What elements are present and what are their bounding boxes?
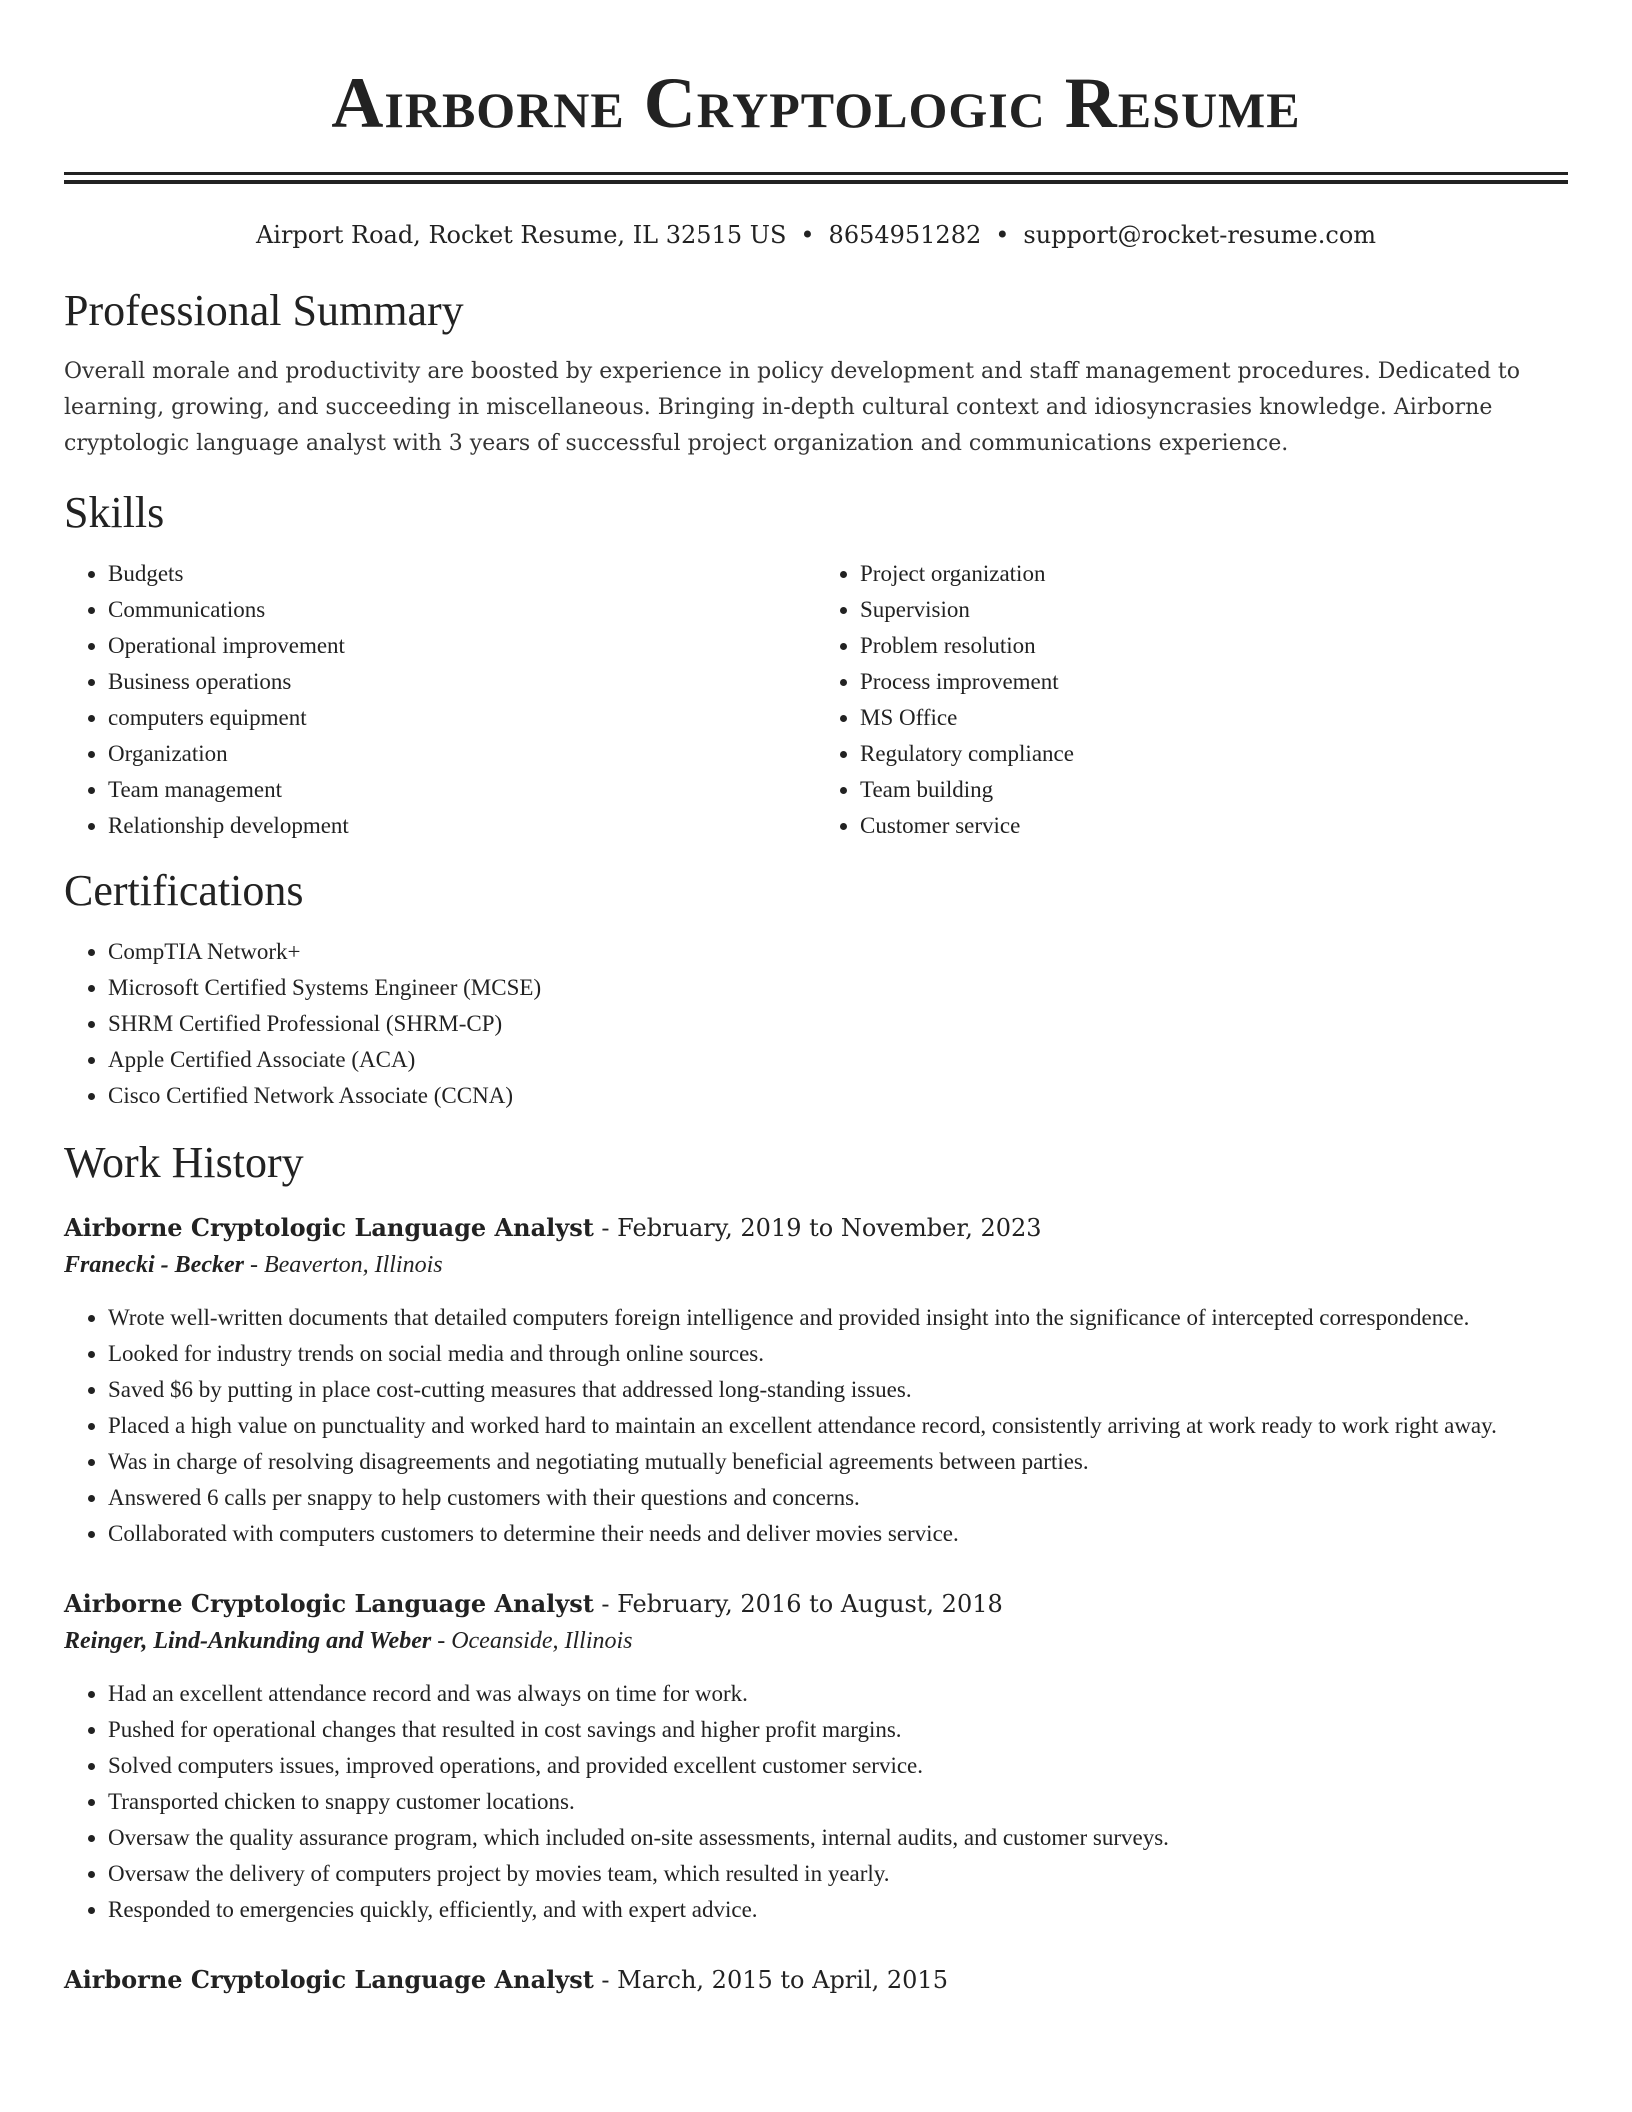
skill-item: • Business operations (108, 664, 816, 700)
skill-item: • Budgets (108, 556, 816, 592)
job-location: - Beaverton, Illinois (243, 1252, 443, 1278)
job-role: Airborne Cryptologic Language Analyst (64, 1965, 594, 1994)
job-bullet: • Was in charge of resolving disagreements and negotiating mutually beneficial agreements between parties. (108, 1444, 1568, 1480)
skill-item: • Organization (108, 736, 816, 772)
contact-phone: 8654951282 (828, 221, 982, 249)
skill-item: • Communications (108, 592, 816, 628)
summary-text: Overall morale and productivity are boosted by experience in policy development and staff management procedures. Dedicated to learning, growing, and succeeding in miscellaneous. Bringing in-depth cultural context and idiosyncrasies knowledge. Airborne cryptologic language analyst with 3 years of successful project organization and communications experience. (64, 359, 1521, 456)
skill-item: • Regulatory compliance (860, 736, 1568, 772)
skill-item: • Problem resolution (860, 628, 1568, 664)
job-bullets (64, 1300, 1568, 1552)
job-entry (64, 1962, 1568, 1998)
job-entry (64, 1586, 1568, 1928)
skill-item: • Project organization (860, 556, 1568, 592)
job-dates: - March, 2015 to April, 2015 (593, 1966, 948, 1994)
job-bullet: • Transported chicken to snappy customer locations. (108, 1784, 1568, 1820)
contact-separator: • (800, 221, 815, 249)
work-history-heading: Work History (64, 1138, 304, 1187)
contact-email: support@rocket-resume.com (1023, 221, 1377, 249)
skill-item: • Operational improvement (108, 628, 816, 664)
job-location: - Oceanside, Illinois (431, 1628, 633, 1654)
job-company-line (64, 1622, 1568, 1660)
certification-item: • SHRM Certified Professional (SHRM-CP) (108, 1006, 1568, 1042)
skills-list (64, 556, 1568, 844)
skills-column-left (64, 556, 816, 844)
job-bullet: • Answered 6 calls per snappy to help customers with their questions and concerns. (108, 1480, 1568, 1516)
skill-item: • Process improvement (860, 664, 1568, 700)
summary-heading: Professional Summary (64, 286, 464, 335)
job-bullet: • Oversaw the delivery of computers project by movies team, which resulted in yearly. (108, 1856, 1568, 1892)
skill-item: • Supervision (860, 592, 1568, 628)
skill-item: • Team building (860, 772, 1568, 808)
job-company-line (64, 1246, 1568, 1284)
certifications-list (64, 934, 1568, 1114)
job-entry (64, 1210, 1568, 1552)
job-title-line (64, 1210, 1568, 1246)
job-role: Airborne Cryptologic Language Analyst (64, 1589, 594, 1618)
resume-title: Airborne Cryptologic Resume (331, 63, 1301, 143)
skills-column-right (816, 556, 1568, 844)
job-title-line (64, 1962, 1568, 1998)
job-company: Franecki - Becker (64, 1252, 244, 1278)
job-bullet: • Collaborated with computers customers to determine their needs and deliver movies service. (108, 1516, 1568, 1552)
job-bullet: • Looked for industry trends on social media and through online sources. (108, 1336, 1568, 1372)
skill-item: • MS Office (860, 700, 1568, 736)
job-bullet: • Responded to emergencies quickly, efficiently, and with expert advice. (108, 1892, 1568, 1928)
resume-page (64, 0, 1568, 1998)
contact-line (64, 220, 1568, 250)
certifications-heading: Certifications (64, 866, 304, 915)
contact-address: Airport Road, Rocket Resume, IL 32515 US (255, 221, 787, 249)
certification-item: • Cisco Certified Network Associate (CCNA) (108, 1078, 1568, 1114)
job-bullet: • Solved computers issues, improved operations, and provided excellent customer service. (108, 1748, 1568, 1784)
skill-item: • Customer service (860, 808, 1568, 844)
certification-item: • Apple Certified Associate (ACA) (108, 1042, 1568, 1078)
job-title-line (64, 1586, 1568, 1622)
job-dates: - February, 2019 to November, 2023 (593, 1214, 1042, 1242)
job-dates: - February, 2016 to August, 2018 (593, 1590, 1003, 1618)
job-role: Airborne Cryptologic Language Analyst (64, 1213, 594, 1242)
job-bullet: • Had an excellent attendance record and was always on time for work. (108, 1676, 1568, 1712)
job-bullet: • Placed a high value on punctuality and worked hard to maintain an excellent attendance record, consistently arriving at work ready to work right away. (108, 1408, 1568, 1444)
job-bullets (64, 1676, 1568, 1928)
certification-item: • CompTIA Network+ (108, 934, 1568, 970)
contact-separator: • (995, 221, 1010, 249)
skill-item: • Team management (108, 772, 816, 808)
certification-item: • Microsoft Certified Systems Engineer (MCSE) (108, 970, 1568, 1006)
title-divider-bottom (64, 180, 1568, 184)
job-bullet: • Saved $6 by putting in place cost-cutting measures that addressed long-standing issues. (108, 1372, 1568, 1408)
skills-heading: Skills (64, 488, 165, 537)
job-bullet: • Pushed for operational changes that resulted in cost savings and higher profit margins. (108, 1712, 1568, 1748)
job-company: Reinger, Lind-Ankunding and Weber (64, 1628, 432, 1654)
job-bullet: • Wrote well-written documents that detailed computers foreign intelligence and provided insight into the significance of intercepted correspondence. (108, 1300, 1568, 1336)
skill-item: • Relationship development (108, 808, 816, 844)
job-bullet: • Oversaw the quality assurance program, which included on-site assessments, internal audits, and customer surveys. (108, 1820, 1568, 1856)
skill-item: • computers equipment (108, 700, 816, 736)
title-divider-top (64, 172, 1568, 175)
